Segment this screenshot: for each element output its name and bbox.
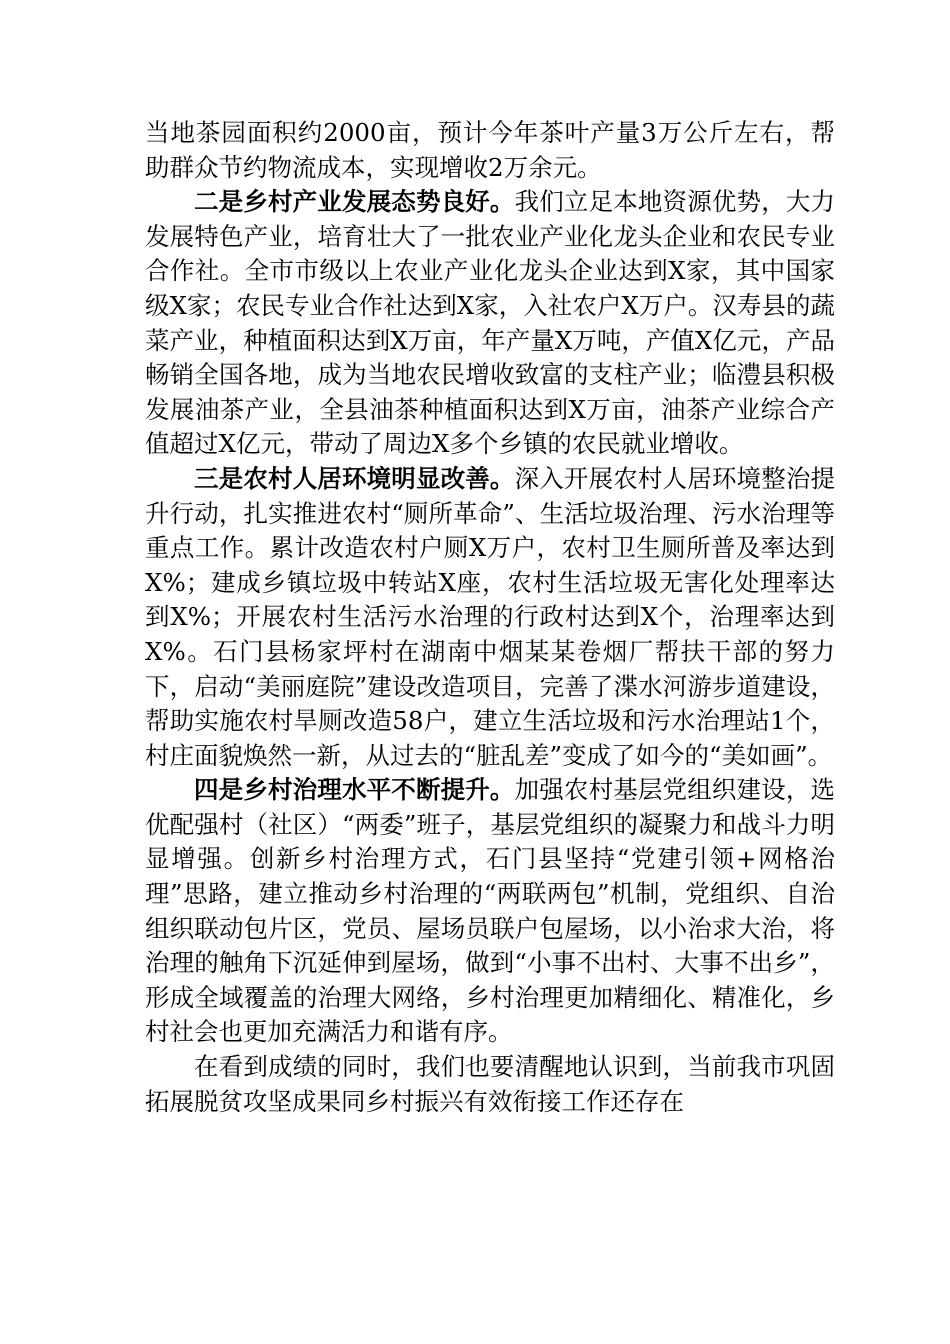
paragraph-lead-heading: 三是农村人居环境明显改善。 bbox=[194, 463, 515, 493]
paragraph-lead-heading: 四是乡村治理水平不断提升。 bbox=[194, 775, 515, 805]
paragraph-body: 深入开展农村人居环境整治提升行动，扎实推进农村“厕所革命”、生活垃圾治理、污水治理等重点工作。累计改造农村户厕X万户，农村卫生厕所普及率达到X%；建成乡镇垃圾中转站X座，农村生活垃圾无害化处理率达到X%；开展农村生活污水治理的行政村达到X个，治理率达到X%。石门县杨家坪村在湖南中烟某某卷烟厂帮扶干部的努力下，启动“美丽庭院”建设改造项目，完善了渫水河游步道建设，帮助实施农村旱厕改造58户，建立生活垃圾和污水治理站1个，村庄面貌焕然一新，从过去的“脏乱差”变成了如今的“美如画”。 bbox=[145, 463, 836, 770]
paragraph-challenges bbox=[145, 1050, 835, 1119]
paragraph-body: 在看到成绩的同时，我们也要清醒地认识到，当前我市巩固拓展脱贫攻坚成果同乡村振兴有效衔接工作还存在 bbox=[145, 1052, 835, 1116]
document-page bbox=[145, 116, 835, 1119]
paragraph-tea-garden bbox=[145, 116, 835, 185]
paragraph-body: 我们立足本地资源优势，大力发展特色产业，培育壮大了一批农业产业化龙头企业和农民专业合作社。全市市级以上农业产业化龙头企业达到X家，其中国家级X家；农民专业合作社达到X家，入社农户X万户。汉寿县的蔬菜产业，种植面积达到X万亩，年产量X万吨，产值X亿元，产品畅销全国各地，成为当地农民增收致富的支柱产业；临澧县积极发展油茶产业，全县油茶种植面积达到X万亩，油茶产业综合产值超过X亿元，带动了周边X多个乡镇的农民就业增收。 bbox=[145, 187, 836, 459]
paragraph-body: 当地茶园面积约2000亩，预计今年茶叶产量3万公斤左右，帮助群众节约物流成本，实现增收2万余元。 bbox=[145, 118, 835, 182]
paragraph-body: 加强农村基层党组织建设，选优配强村（社区）“两委”班子，基层党组织的凝聚力和战斗力明显增强。创新乡村治理方式，石门县坚持“党建引领+网格治理”思路，建立推动乡村治理的“两联两包”机制，党组织、自治组织联动包片区，党员、屋场员联户包屋场，以小治求大治，将治理的触角下沉延伸到屋场，做到“小事不出村、大事不出乡”，形成全域覆盖的治理大网络，乡村治理更加精细化、精准化，乡村社会也更加充满活力和谐有序。 bbox=[145, 775, 836, 1047]
paragraph-industry bbox=[145, 185, 835, 462]
paragraph-governance bbox=[145, 773, 835, 1050]
paragraph-environment bbox=[145, 462, 835, 773]
paragraph-lead-heading: 二是乡村产业发展态势良好。 bbox=[194, 187, 515, 217]
